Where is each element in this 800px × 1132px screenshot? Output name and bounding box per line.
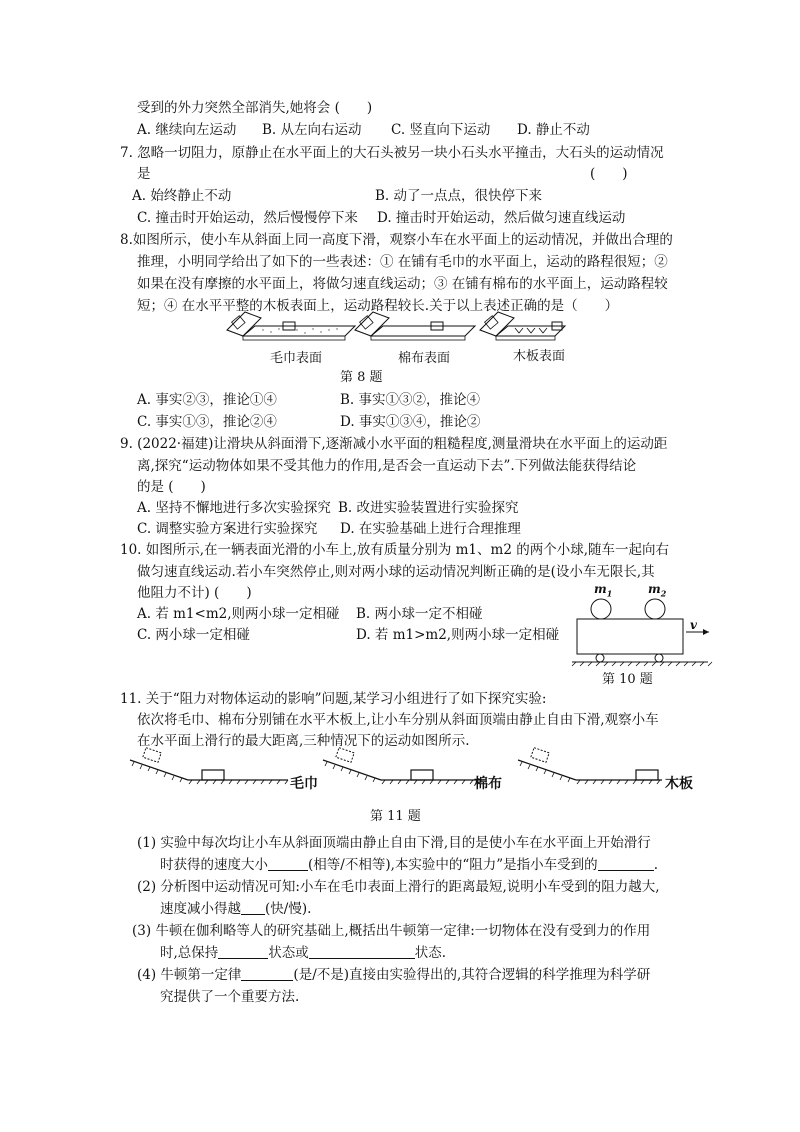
q11-blank-2[interactable] [598, 856, 654, 871]
q11-sub2-line2: 速度减小得越 (快/慢). [160, 901, 312, 917]
q7-option-a: A. 始终静止不动 [132, 188, 232, 204]
q8-figure [225, 308, 565, 348]
q6-option-c: C. 竖直向下运动 [391, 122, 491, 138]
q8-label-cloth: 棉布表面 [398, 351, 451, 366]
q10-velocity-label: v [690, 618, 697, 632]
q11-sub2-line1: (2) 分析图中运动情况可知:小车在毛巾表面上滑行的距离最短,说明小车受到的阻力越大, [137, 879, 660, 895]
q11-label-towel: 毛巾 [290, 776, 318, 792]
q6-stem: 受到的外力突然全部消失,她将会 ( ) [137, 100, 373, 116]
q8-label-towel: 毛巾表面 [270, 351, 323, 366]
q11-stem-line2: 依次将毛巾、棉布分别铺在水平木板上,让小车分别从斜面顶端由静止自由下滑,观察小车 [137, 712, 659, 728]
q11-label-cloth: 棉布 [474, 776, 502, 792]
q8-stem-line2: 推理，小明同学给出了如下的一些表述：① 在铺有毛巾的水平面上，运动的路程很短；② [137, 254, 668, 270]
q11-blank-5[interactable] [309, 944, 415, 959]
q8-option-b: B. 事实①③②，推论④ [340, 392, 481, 408]
q10-stem-line1: 10. 如图所示,在一辆表面光滑的小车上,放有质量分别为 m1、m2 的两个小球,随车一起向右 [120, 542, 669, 558]
q7-answer-paren: ( ) [590, 166, 628, 182]
q11-sub1-line2: 时获得的速度大小 (相等/不相等),本实验中的“阻力”是指小车受到的 . [160, 857, 658, 873]
q7-stem-line1: 7. 忽略一切阻力，原静止在水平面上的大石头被另一块小石头水平撞击，大石头的运动情况 [120, 145, 664, 161]
q8-stem-line3: 如果在没有摩擦的水平面上，将做匀速直线运动；③ 在铺有棉布的水平面上，运动路程较 [137, 276, 668, 292]
q10-m2-label: $m_2$ [648, 582, 667, 599]
q8-label-board: 木板表面 [513, 349, 566, 364]
q10-caption: 第 10 题 [602, 672, 653, 687]
q11-stem-line3: 在水平面上滑行的最大距离,三种情况下的运动如图所示. [137, 733, 470, 749]
q9-stem-line2: 离,探究“运动物体如果不受其他力的作用,是否会一直运动下去”.下列做法能获得结论 [137, 458, 637, 474]
q7-option-d: D. 撞击时开始运动，然后做匀速直线运动 [377, 210, 626, 226]
q11-blank-3[interactable] [241, 900, 265, 915]
q7-stem-line2: 是 [137, 166, 151, 182]
q11-label-board: 木板 [665, 776, 693, 792]
q8-option-c: C. 事实①③，推论②④ [137, 414, 277, 430]
q6-option-a: A. 继续向左运动 [137, 122, 237, 138]
q8-option-d: D. 事实①③④，推论② [340, 414, 481, 430]
q10-stem-line3: 他阻力不计) ( ) [137, 585, 252, 601]
q8-stem-line1: 8.如图所示，使小车从斜面上同一高度下滑，观察小车在水平面上的运动情况，并做出合理的 [120, 232, 673, 248]
q11-stem-line1: 11. 关于“阻力对物体运动的影响”问题,某学习小组进行了如下探究实验: [120, 691, 547, 707]
q6-option-d: D. 静止不动 [517, 122, 590, 138]
q11-caption: 第 11 题 [370, 809, 421, 824]
q9-option-b: B. 改进实验装置进行实验探究 [338, 500, 519, 516]
q10-option-c: C. 两小球一定相碰 [137, 627, 250, 643]
q11-blank-1[interactable] [268, 856, 308, 871]
q10-stem-line2: 做匀速直线运动.若小车突然停止,则对两小球的运动情况判断正确的是(设小车无限长,其 [137, 564, 655, 580]
q7-option-b: B. 动了一点点，很快停下来 [375, 188, 543, 204]
q6-option-b: B. 从左向右运动 [262, 122, 362, 138]
q9-option-d: D. 在实验基础上进行合理推理 [340, 521, 521, 537]
q10-option-d: D. 若 m1>m2,则两小球一定相碰 [356, 627, 560, 643]
q11-figure [130, 750, 670, 798]
q8-caption: 第 8 题 [340, 370, 383, 385]
q11-sub3-line2: 时,总保持 状态或 状态. [160, 945, 447, 961]
q11-sub1-line1: (1) 实验中每次均让小车从斜面顶端由静止自由下滑,目的是使小车在水平面上开始滑行 [137, 835, 651, 851]
q9-stem-line3: 的是 ( ) [137, 479, 206, 495]
q9-stem-line1: 9. (2022·福建)让滑块从斜面滑下,逐渐减小水平面的粗糙程度,测量滑块在水平面上的运动距 [120, 436, 668, 452]
q7-option-c: C. 撞击时开始运动，然后慢慢停下来 [137, 210, 358, 226]
q11-sub4-line1: (4) 牛顿第一定律 (是/不是)直接由实验得出的,其符合逻辑的科学推理为科学研 [137, 967, 651, 983]
q8-option-a: A. 事实②③，推论①④ [137, 392, 277, 408]
q8-stem-line4: 短；④ 在水平平整的木板表面上，运动路程较长.关于以上表述正确的是（ ） [137, 298, 619, 314]
q11-sub3-line1: (3) 牛顿在伽利略等人的研究基础上,概括出牛顿第一定律:一切物体在没有受到力的作用 [132, 923, 651, 939]
q9-option-c: C. 调整实验方案进行实验探究 [137, 521, 318, 537]
q11-sub4-line2: 究提供了一个重要方法. [160, 989, 300, 1005]
q11-blank-6[interactable] [241, 966, 293, 981]
q11-blank-4[interactable] [218, 944, 268, 959]
q9-option-a: A. 坚持不懈地进行多次实验探究 [137, 500, 331, 516]
q10-option-a: A. 若 m1<m2,则两小球一定相碰 [137, 606, 340, 622]
q10-m1-label: $m_1$ [594, 582, 613, 599]
q10-option-b: B. 两小球一定不相碰 [356, 606, 483, 622]
